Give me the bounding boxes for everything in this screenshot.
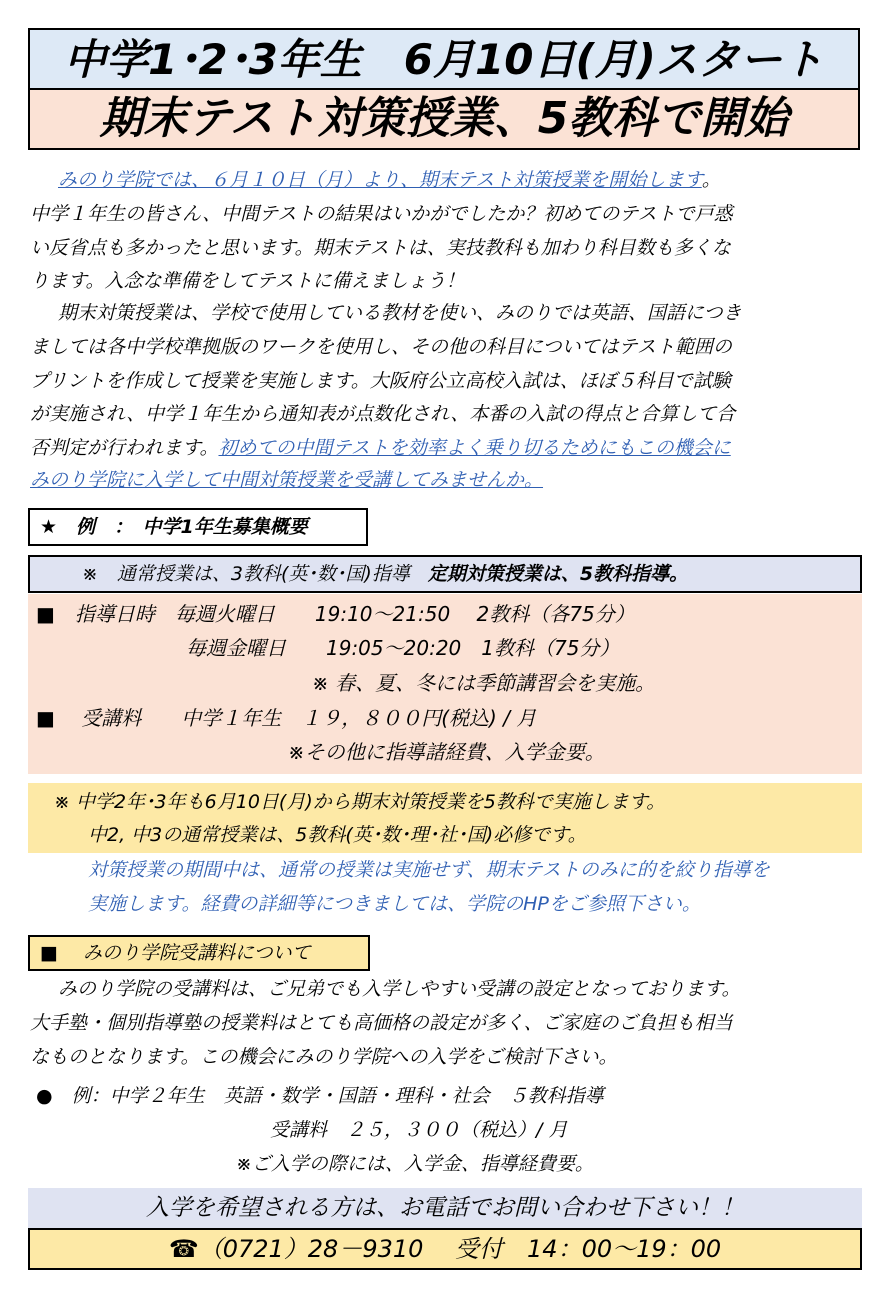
intro-lead-highlight: みのり学院では、６月１０日（月）より、期末テスト対策授業を開始します — [58, 169, 702, 191]
fee-text-line: みのり学院の受講料は、ご兄弟でも入学しやすい受講の設定となっております。 — [58, 978, 741, 1000]
grade23-line: 中2, 中3の通常授業は、5教科(英･数･理･社･国)必修です。 — [88, 824, 587, 846]
phone-number[interactable]: ☎（0721）28－9310 受付 14：00～19：00 — [168, 1235, 722, 1263]
schedule-fee: ■ 受講料 中学１年生 １９，８００円(税込) / 月 — [36, 706, 537, 730]
fee-section-label: ■ みのり学院受講料について — [28, 935, 370, 971]
fee-example-price: 受講料 ２５，３００（税込）/ 月 — [270, 1119, 568, 1141]
phone-bar[interactable] — [28, 1228, 862, 1270]
grade23-info: 実施します。経費の詳細等につきましては、学院のHPをご参照下さい。 — [88, 893, 701, 915]
fee-example-note: ※ご入学の際には、入学金、指導経費要。 — [236, 1153, 594, 1175]
schedule-row-tuesday: ■ 指導日時 毎週火曜日 19:10～21:50 2教科（各75分） — [36, 602, 635, 626]
schedule-seasonal-note: ※ 春、夏、冬には季節講習会を実施。 — [312, 671, 656, 695]
fee-example: ● 例：中学２年生 英語・数学・国語・理科・社会 ５教科指導 — [36, 1085, 604, 1107]
fee-text-line: 大手塾・個別指導塾の授業料はとても高価格の設定が多く、ご家庭のご負担も相当 — [30, 1012, 733, 1034]
intro-line: プリントを作成して授業を実施します。大阪府公立高校入試は、ほぼ５科目で試験 — [30, 370, 731, 392]
intro-cta-highlight-end: みのり学院に入学して中間対策授業を受講してみませんか。 — [30, 469, 544, 491]
intro-cta-highlight: 初めての中間テストを効率よく乗り切るためにもこの機会に — [218, 437, 731, 459]
headline-title: 期末テスト対策授業、5教科で開始 — [28, 88, 860, 150]
schedule-row-friday: 毎週金曜日 19:05～20:20 1教科（75分） — [186, 636, 620, 660]
intro-lead: みのり学院では、６月１０日（月）より、期末テスト対策授業を開始します。 — [58, 169, 721, 191]
grade23-info: 対策授業の期間中は、通常の授業は実施せず、期末テストのみに的を絞り指導を — [88, 859, 770, 881]
intro-line: い反省点も多かったと思います。期末テストは、実技教科も加わり科目数も多くな — [30, 237, 731, 259]
headline-date: 中学1･2･3年生 6月10日(月)スタート — [28, 28, 860, 88]
intro-line: 期末対策授業は、学校で使用している教材を使い、みのりでは英語、国語につき — [58, 302, 742, 324]
intro-line: 中学１年生の皆さん、中間テストの結果はいかがでしたか？初めてのテストで戸惑 — [30, 203, 733, 225]
intro-line: ましては各中学校準拠版のワークを使用し、その他の科目についてはテスト範囲の — [30, 336, 732, 358]
intro-line: ります。入念な準備をしてテストに備えましょう！ — [30, 270, 465, 292]
grade23-line: ※ 中学2年･3年も6月10日(月)から期末対策授業を5教科で実施します。 — [54, 791, 666, 813]
contact-cta: 入学を希望される方は、お電話でお問い合わせ下さい！！ — [28, 1188, 862, 1228]
example-label-box: ★ 例 ： 中学1年生募集概要 — [28, 508, 368, 546]
schedule-fee-note: ※その他に指導諸経費、入学金要。 — [288, 740, 605, 764]
notice-band: ※ 通常授業は、3教科(英･数･国)指導 定期対策授業は、5教科指導。 — [28, 555, 862, 593]
intro-line: が実施され、中学１年生から通知表が点数化され、本番の入試の得点と合算して合 — [30, 403, 736, 425]
fee-text-line: なものとなります。この機会にみのり学院への入学をご検討下さい。 — [30, 1046, 618, 1068]
intro-line-last: 否判定が行われます。初めての中間テストを効率よく乗り切るためにもこの機会に — [30, 437, 731, 459]
